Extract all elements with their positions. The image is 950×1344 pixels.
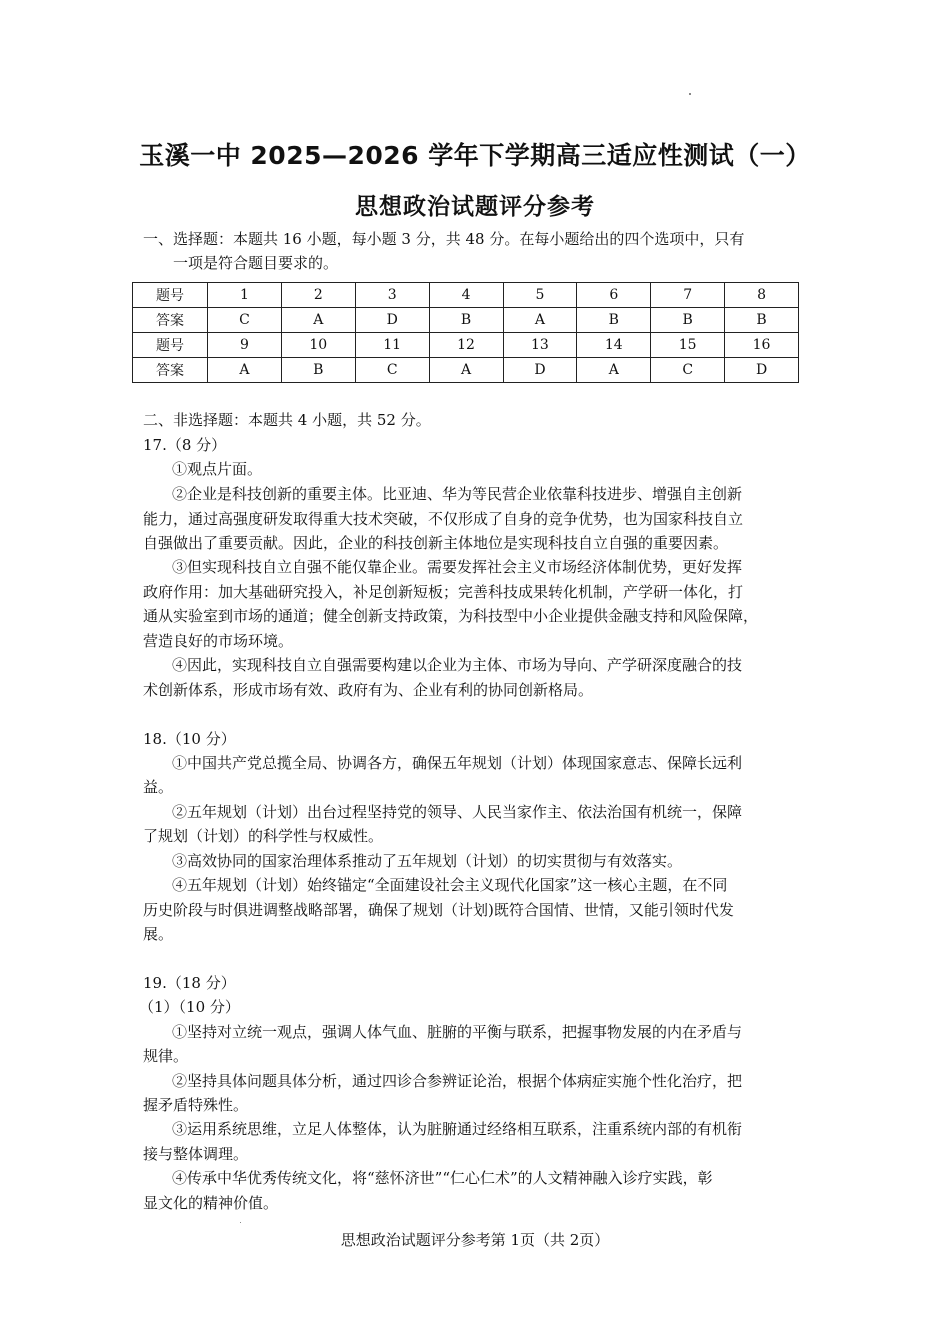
q17-p2-l2: 能力，通过高强度研发取得重大技术突破，不仅形成了自身的竞争优势，也为国家科技自立 bbox=[143, 510, 744, 528]
scan-speck bbox=[240, 1222, 241, 1223]
answer-table-row-label: 题号 bbox=[133, 283, 208, 308]
answer-table-cell: 14 bbox=[577, 333, 651, 358]
answer-table-cell: 4 bbox=[429, 283, 503, 308]
answer-table-cell: B bbox=[725, 308, 799, 333]
q19-p2-l2: 握矛盾特殊性。 bbox=[143, 1096, 249, 1114]
section1-line2: 一项是符合题目要求的。 bbox=[173, 254, 339, 272]
answer-table-cell: B bbox=[577, 308, 651, 333]
answer-table-cell: C bbox=[651, 358, 725, 383]
answer-table bbox=[132, 282, 799, 383]
q18-heading: 18.（10 分） bbox=[143, 730, 236, 748]
q18-p3: ③高效协同的国家治理体系推动了五年规划（计划）的切实贯彻与有效落实。 bbox=[172, 852, 683, 870]
answer-table-row bbox=[133, 358, 799, 383]
answer-table-cell: 11 bbox=[355, 333, 429, 358]
q18-p1-l2: 益。 bbox=[143, 778, 174, 796]
q17-p3-l1: ③但实现科技自立自强不能仅靠企业。需要发挥社会主义市场经济体制优势，更好发挥 bbox=[172, 558, 743, 576]
answer-table-cell: 1 bbox=[208, 283, 282, 308]
q17-heading: 17.（8 分） bbox=[143, 436, 227, 454]
answer-table-cell: 10 bbox=[281, 333, 355, 358]
answer-table-cell: A bbox=[208, 358, 282, 383]
answer-table-cell: 9 bbox=[208, 333, 282, 358]
answer-table-cell: 5 bbox=[503, 283, 577, 308]
scan-speck bbox=[689, 93, 691, 95]
section2-heading: 二、非选择题：本题共 4 小题，共 52 分。 bbox=[143, 411, 431, 429]
answer-table-cell: B bbox=[281, 358, 355, 383]
q17-p3-l2: 政府作用：加大基础研究投入，补足创新短板；完善科技成果转化机制，产学研一体化，打 bbox=[143, 583, 744, 601]
q17-p3-l4: 营造良好的市场环境。 bbox=[143, 632, 294, 650]
answer-table-cell: 13 bbox=[503, 333, 577, 358]
answer-table-cell: 2 bbox=[281, 283, 355, 308]
section1-line1: 一、选择题：本题共 16 小题，每小题 3 分，共 48 分。在每小题给出的四个选项中，只有 bbox=[143, 230, 745, 248]
q19-p4-l1: ④传承中华优秀传统文化，将“慈怀济世”“仁心仁术”的人文精神融入诊疗实践，彰 bbox=[172, 1169, 713, 1187]
answer-table-cell: D bbox=[725, 358, 799, 383]
answer-table-cell: 16 bbox=[725, 333, 799, 358]
section1-instructions bbox=[143, 227, 744, 275]
answer-table-cell: A bbox=[281, 308, 355, 333]
answer-table-cell: 8 bbox=[725, 283, 799, 308]
q19-p3-l1: ③运用系统思维，立足人体整体，认为脏腑通过经络相互联系，注重系统内部的有机衔 bbox=[172, 1120, 743, 1138]
answer-table-cell: 3 bbox=[355, 283, 429, 308]
page-footer: 思想政治试题评分参考第 1页（共 2页） bbox=[340, 1231, 610, 1249]
q19-p1-l1: ①坚持对立统一观点，强调人体气血、脏腑的平衡与联系，把握事物发展的内在矛盾与 bbox=[172, 1023, 743, 1041]
q18-p1-l1: ①中国共产党总揽全局、协调各方，确保五年规划（计划）体现国家意志、保障长远利 bbox=[172, 754, 743, 772]
answer-table-cell: D bbox=[503, 358, 577, 383]
q17-p1: ①观点片面。 bbox=[172, 460, 263, 478]
q19-p4-l2: 显文化的精神价值。 bbox=[143, 1194, 279, 1212]
answer-table-cell: 7 bbox=[651, 283, 725, 308]
answer-table-cell: B bbox=[429, 308, 503, 333]
answer-table-cell: D bbox=[355, 308, 429, 333]
q18-p2-l1: ②五年规划（计划）出台过程坚持党的领导、人民当家作主、依法治国有机统一，保障 bbox=[172, 803, 743, 821]
answer-table-row-label: 答案 bbox=[133, 358, 208, 383]
q19-p2-l1: ②坚持具体问题具体分析，通过四诊合参辨证论治，根据个体病症实施个性化治疗，把 bbox=[172, 1072, 743, 1090]
q18-p4-l1: ④五年规划（计划）始终锚定“全面建设社会主义现代化国家”这一核心主题，在不同 bbox=[172, 876, 728, 894]
answer-table-cell: 12 bbox=[429, 333, 503, 358]
q18-p2-l2: 了规划（计划）的科学性与权威性。 bbox=[143, 827, 384, 845]
answer-table-cell: A bbox=[577, 358, 651, 383]
answer-table-cell: A bbox=[429, 358, 503, 383]
q17-p2-l1: ②企业是科技创新的重要主体。比亚迪、华为等民营企业依靠科技进步、增强自主创新 bbox=[172, 485, 743, 503]
q17-p4-l2: 术创新体系，形成市场有效、政府有为、企业有利的协同创新格局。 bbox=[143, 681, 594, 699]
answer-table-cell: 15 bbox=[651, 333, 725, 358]
q19-sub1-heading: （1）（10 分） bbox=[139, 998, 240, 1016]
answer-table-row-label: 题号 bbox=[133, 333, 208, 358]
exam-title: 玉溪一中 2025—2026 学年下学期高三适应性测试（一） bbox=[139, 141, 811, 170]
q18-p4-l3: 展。 bbox=[143, 925, 174, 943]
q19-p3-l2: 接与整体调理。 bbox=[143, 1145, 249, 1163]
answer-table-cell: A bbox=[503, 308, 577, 333]
answer-table-cell: B bbox=[651, 308, 725, 333]
q19-p1-l2: 规律。 bbox=[143, 1047, 189, 1065]
answer-table-cell: 6 bbox=[577, 283, 651, 308]
q17-p4-l1: ④因此，实现科技自立自强需要构建以企业为主体、市场为导向、产学研深度融合的技 bbox=[172, 656, 743, 674]
answer-table-row bbox=[133, 333, 799, 358]
q19-heading: 19.（18 分） bbox=[143, 974, 236, 992]
answer-table-cell: C bbox=[355, 358, 429, 383]
exam-subtitle: 思想政治试题评分参考 bbox=[355, 194, 595, 220]
q17-p3-l3: 通从实验室到市场的通道；健全创新支持政策，为科技型中小企业提供金融支持和风险保障， bbox=[143, 607, 759, 625]
answer-table-row bbox=[133, 283, 799, 308]
answer-table-row-label: 答案 bbox=[133, 308, 208, 333]
answer-table-cell: C bbox=[208, 308, 282, 333]
answer-table-row bbox=[133, 308, 799, 333]
q17-p2-l3: 自强做出了重要贡献。因此，企业的科技创新主体地位是实现科技自立自强的重要因素。 bbox=[143, 534, 729, 552]
q18-p4-l2: 历史阶段与时俱进调整战略部署，确保了规划（计划)既符合国情、世情，又能引领时代发 bbox=[143, 901, 734, 919]
